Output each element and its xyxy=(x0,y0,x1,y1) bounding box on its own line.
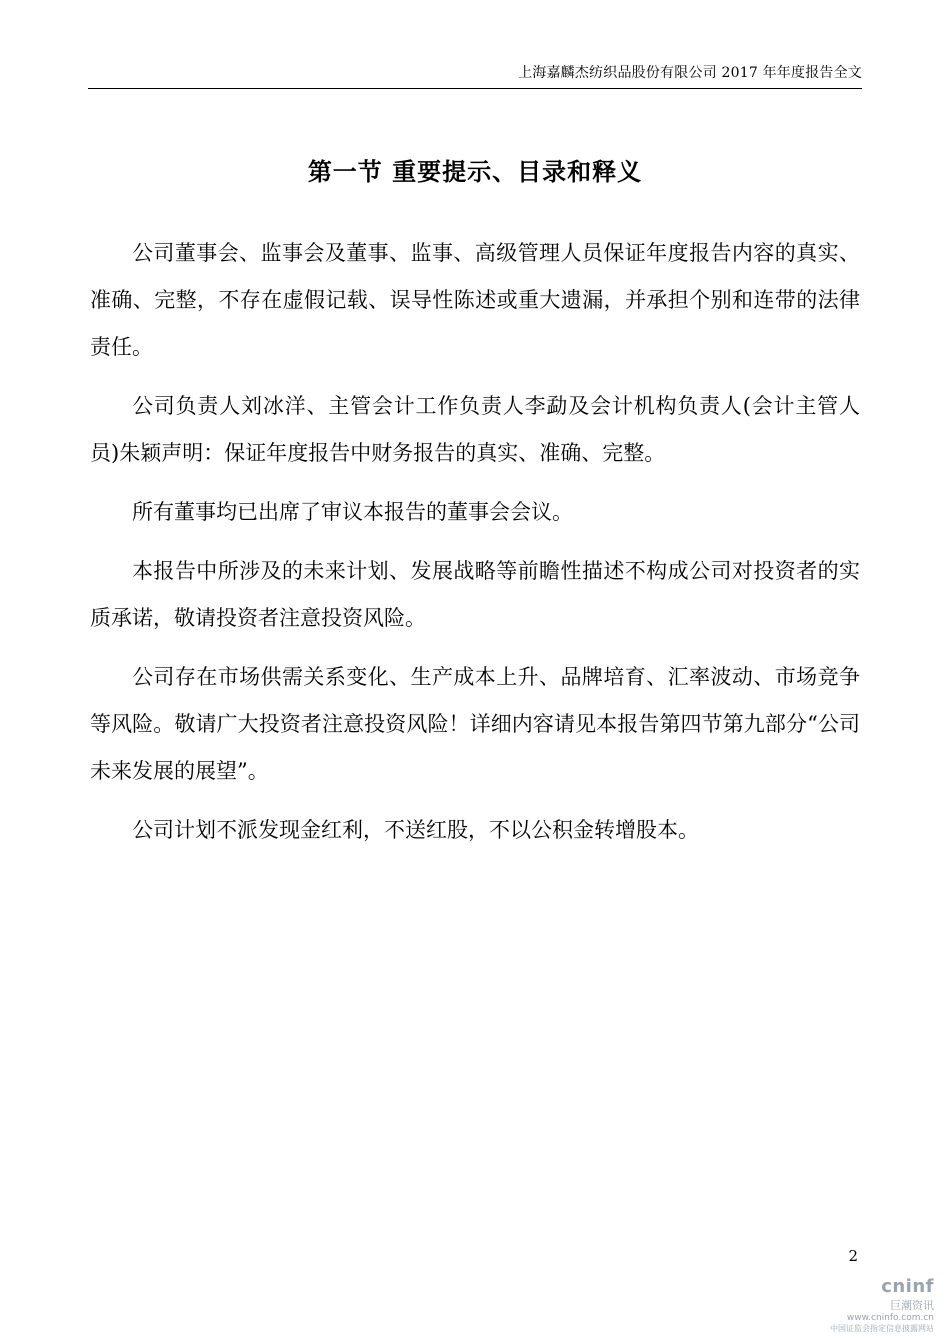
document-body xyxy=(90,230,860,866)
header-text: 上海嘉麟杰纺织品股份有限公司 2017 年年度报告全文 xyxy=(518,65,862,81)
page-header xyxy=(88,60,862,89)
paragraph-board-attendance: 所有董事均已出席了审议本报告的董事会会议。 xyxy=(132,500,573,524)
logo-cn-name: 巨潮资讯 xyxy=(890,1299,934,1312)
paragraph-financial-statement: 公司负责人刘冰洋、主管会计工作负责人李勐及会计机构负责人(会计主管人员)朱颖声明：保证年度报告中财务报告的真实、准确、完整。 xyxy=(90,394,860,465)
section-title: 第一节 重要提示、目录和释义 xyxy=(307,157,643,186)
logo-subtitle: 中国证监会指定信息披露网站 xyxy=(830,1324,934,1333)
cninfo-watermark-logo xyxy=(824,1276,934,1334)
paragraph-dividend: 公司计划不派发现金红利，不送红股，不以公积金转增股本。 xyxy=(132,818,699,842)
logo-brand: cninf xyxy=(881,1276,934,1297)
paragraph-responsibility: 公司董事会、监事会及董事、监事、高级管理人员保证年度报告内容的真实、准确、完整，不存在虚假记载、误导性陈述或重大遗漏，并承担个别和连带的法律责任。 xyxy=(90,241,860,359)
page-number: 2 xyxy=(848,1247,858,1265)
paragraph-forward-looking: 本报告中所涉及的未来计划、发展战略等前瞻性描述不构成公司对投资者的实质承诺，敬请投资者注意投资风险。 xyxy=(90,559,860,630)
paragraph-risks: 公司存在市场供需关系变化、生产成本上升、品牌培育、汇率波动、市场竞争等风险。敬请广大投资者注意投资风险！详细内容请见本报告第四节第九部分“公司未来发展的展望”。 xyxy=(90,665,860,783)
logo-url: www.cninfo.com.cn xyxy=(846,1313,934,1323)
